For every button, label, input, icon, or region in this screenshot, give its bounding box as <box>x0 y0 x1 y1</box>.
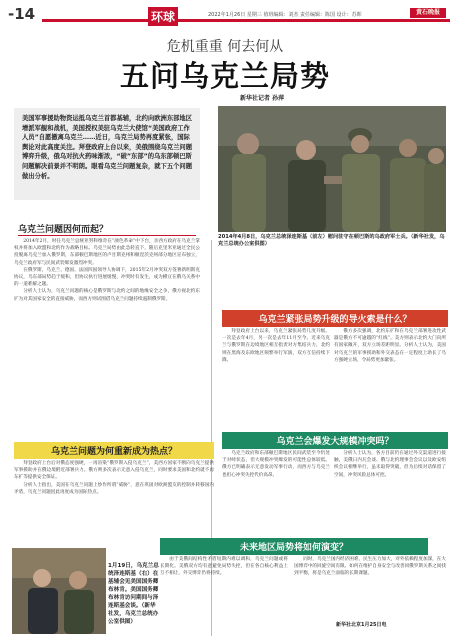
paragraph: 分析人士认为，各方目前仍在通过外交渠道进行接触，美俄日内瓦会谈、俄与北约理事会会议以及欧安组织会议相继举行，虽未取得突破，但为后续对话保留了空间，冲突风险总体可控。 <box>334 451 446 478</box>
lede-box: 美国军事援助物资运抵乌克兰首都基辅，北约向欧洲东部地区增派军舰和战机，美国授权美驻乌克兰大使馆“美国政府工作人员”自愿撤离乌克兰……近日，乌克兰局势再度紧张，国际舆论对此高度关注。拜登政府上台以来，美俄围绕乌克兰问题博弈升级，俄乌对抗火药味渐浓，“破”东部”的乌东部顿巴斯问题解决前景并不明朗。眼看乌克兰问题复杂，就下五个问题做出分析。 <box>14 108 200 200</box>
dateline-signature: 新华社北京1月25日电 <box>336 622 387 628</box>
article-text <box>222 450 330 534</box>
headline-kicker: 危机重重 何去何从 <box>166 39 284 55</box>
section-heading: 乌克兰紧张局势升级的导火索是什么？ <box>222 310 448 327</box>
paragraph: 分析人士指出，美国在乌克兰问题上炒作所谓“威胁”，意在巩固对欧洲盟友的控制并转移国内矛盾，乌克兰问题因此再度成为国际热点。 <box>14 482 214 495</box>
paragraph: 乌克兰政府和东部顿巴斯地区民间武装至今仍处于对峙状态，但大规模冲突爆发的可能性总体较低。俄方已明确表示无意发动军事行动，而西方与乌克兰也担心冲突失控代价高昂。 <box>222 451 330 478</box>
article-text <box>222 328 330 428</box>
issue-meta: 2022年1月26日 星期三 值班编辑：刘杰 责任编辑：陈国 设计：苏晖 <box>208 12 362 18</box>
photo-caption: 2014年4月8日，乌克兰总统泽连斯基（前左）慰问驻守在顿巴斯的乌政府军士兵。（新华社发，乌克兰总统办公室供图） <box>218 234 445 247</box>
news-photo-soldiers <box>218 106 446 232</box>
newspaper-logo: 黄石晚报 <box>410 8 446 18</box>
section-heading <box>14 220 200 238</box>
paragraph: 拜登政府上台以来，乌克兰紧张局势几度升级。一次是去年4月，另一次是去年11月至今。近来乌克兰与俄罗斯在边境地区相互指责对方集结兵力，北约则在黑海及东欧地区频繁举行军演，双方互信持续下降。 <box>222 329 330 363</box>
headline-title: 五问乌克兰局势 <box>119 59 330 93</box>
paragraph: 分析人士认为，乌克兰问题的核心是俄罗斯与北约之间的地缘安全之争，俄方视北约东扩为对其国家安全的直接威胁，而西方则试图借乌克兰问题持续遏制俄罗斯。 <box>14 289 200 302</box>
heading-rule <box>18 235 196 236</box>
photo-illustration <box>218 106 446 232</box>
news-photo-meeting <box>12 548 106 634</box>
section-heading: 乌克兰问题为何重新成为热点？ <box>14 442 214 459</box>
paragraph: 拜登政府上台后对俄态度强硬，一再渲染“俄罗斯入侵乌克兰”，美西方国家不断向乌克兰提供军事援助并在俄边境附近部署兵力。俄方则多次表示无意入侵乌克兰，同时要求美国和北约就不再东扩等提供安全保证。 <box>14 461 214 481</box>
photo-caption: 1月19日，乌克兰总统泽连斯基（右）在基辅会见美国国务卿布林肯。美国国务卿布林肯访问期间与泽连斯基会谈。（新华社发，乌克兰总统办公室供图） <box>108 563 159 625</box>
article-text <box>334 328 446 428</box>
page-number: -14 <box>8 5 36 23</box>
photo-illustration <box>12 548 106 634</box>
article-text <box>334 450 446 534</box>
article-text <box>14 238 200 438</box>
section-heading: 未来地区局势将如何演变？ <box>160 538 428 555</box>
article-text <box>294 556 446 620</box>
section-heading-text: 乌克兰问题因何而起？ <box>18 225 109 235</box>
paragraph: 由于美俄间结构性矛盾短期内难以调和，乌克兰问题或将长期化。美俄双方均有意避免局势失控，但在各自核心利益上互不相让，外交博弈仍将持续。 <box>160 557 288 577</box>
section-heading: 乌克兰会爆发大规模冲突吗？ <box>222 432 448 449</box>
paragraph: 在俄罗斯、乌克兰、德国、法国四国领导人协调下，2015年2月冲突双方签署新明斯克协议，乌东部局势趋于缓和，但协议执行进展缓慢，冲突时有发生，成为横亘在俄乌关系中的一道难解之题。 <box>14 267 200 288</box>
article-text <box>160 556 288 632</box>
byline: 新华社记者 孙萍 <box>240 95 285 102</box>
paragraph: 俄方多次强调，北约东扩和在乌克兰部署进攻性武器是俄方不可逾越的“红线”。美方则表示北约大门向所有国家敞开，双方立场差距明显。分析人士认为，美国对乌克兰的军事援助和外交表态在一定程度上助长了乌方强硬立场，令局势更加紧张。 <box>334 329 446 363</box>
paragraph: 同时，乌克兰国内经济困难、民生压力加大，对外依赖程度加深，在大国博弈中的回旋空间有限。如何在维护自身安全与改善同俄罗斯关系之间找到平衡，将是乌克兰面临的长期课题。 <box>294 557 446 577</box>
paragraph: 2014年2月，时任乌克兰总统亚努科维奇在“颜色革命”中下台，亲西方政府在乌克兰掌权并将加入欧盟和北约作为战略目标。乌克兰局势由此急转直下，随后克里米亚通过全民公投脱离乌克兰加入俄罗斯，东部顿巴斯地区的卢甘斯克州和顿涅茨克州部分地区宣布独立，乌克兰政府军与民间武装爆发激烈冲突。 <box>14 239 200 266</box>
header-rule <box>42 19 450 22</box>
section-label: 环球 <box>148 7 178 26</box>
article-text <box>14 460 214 546</box>
